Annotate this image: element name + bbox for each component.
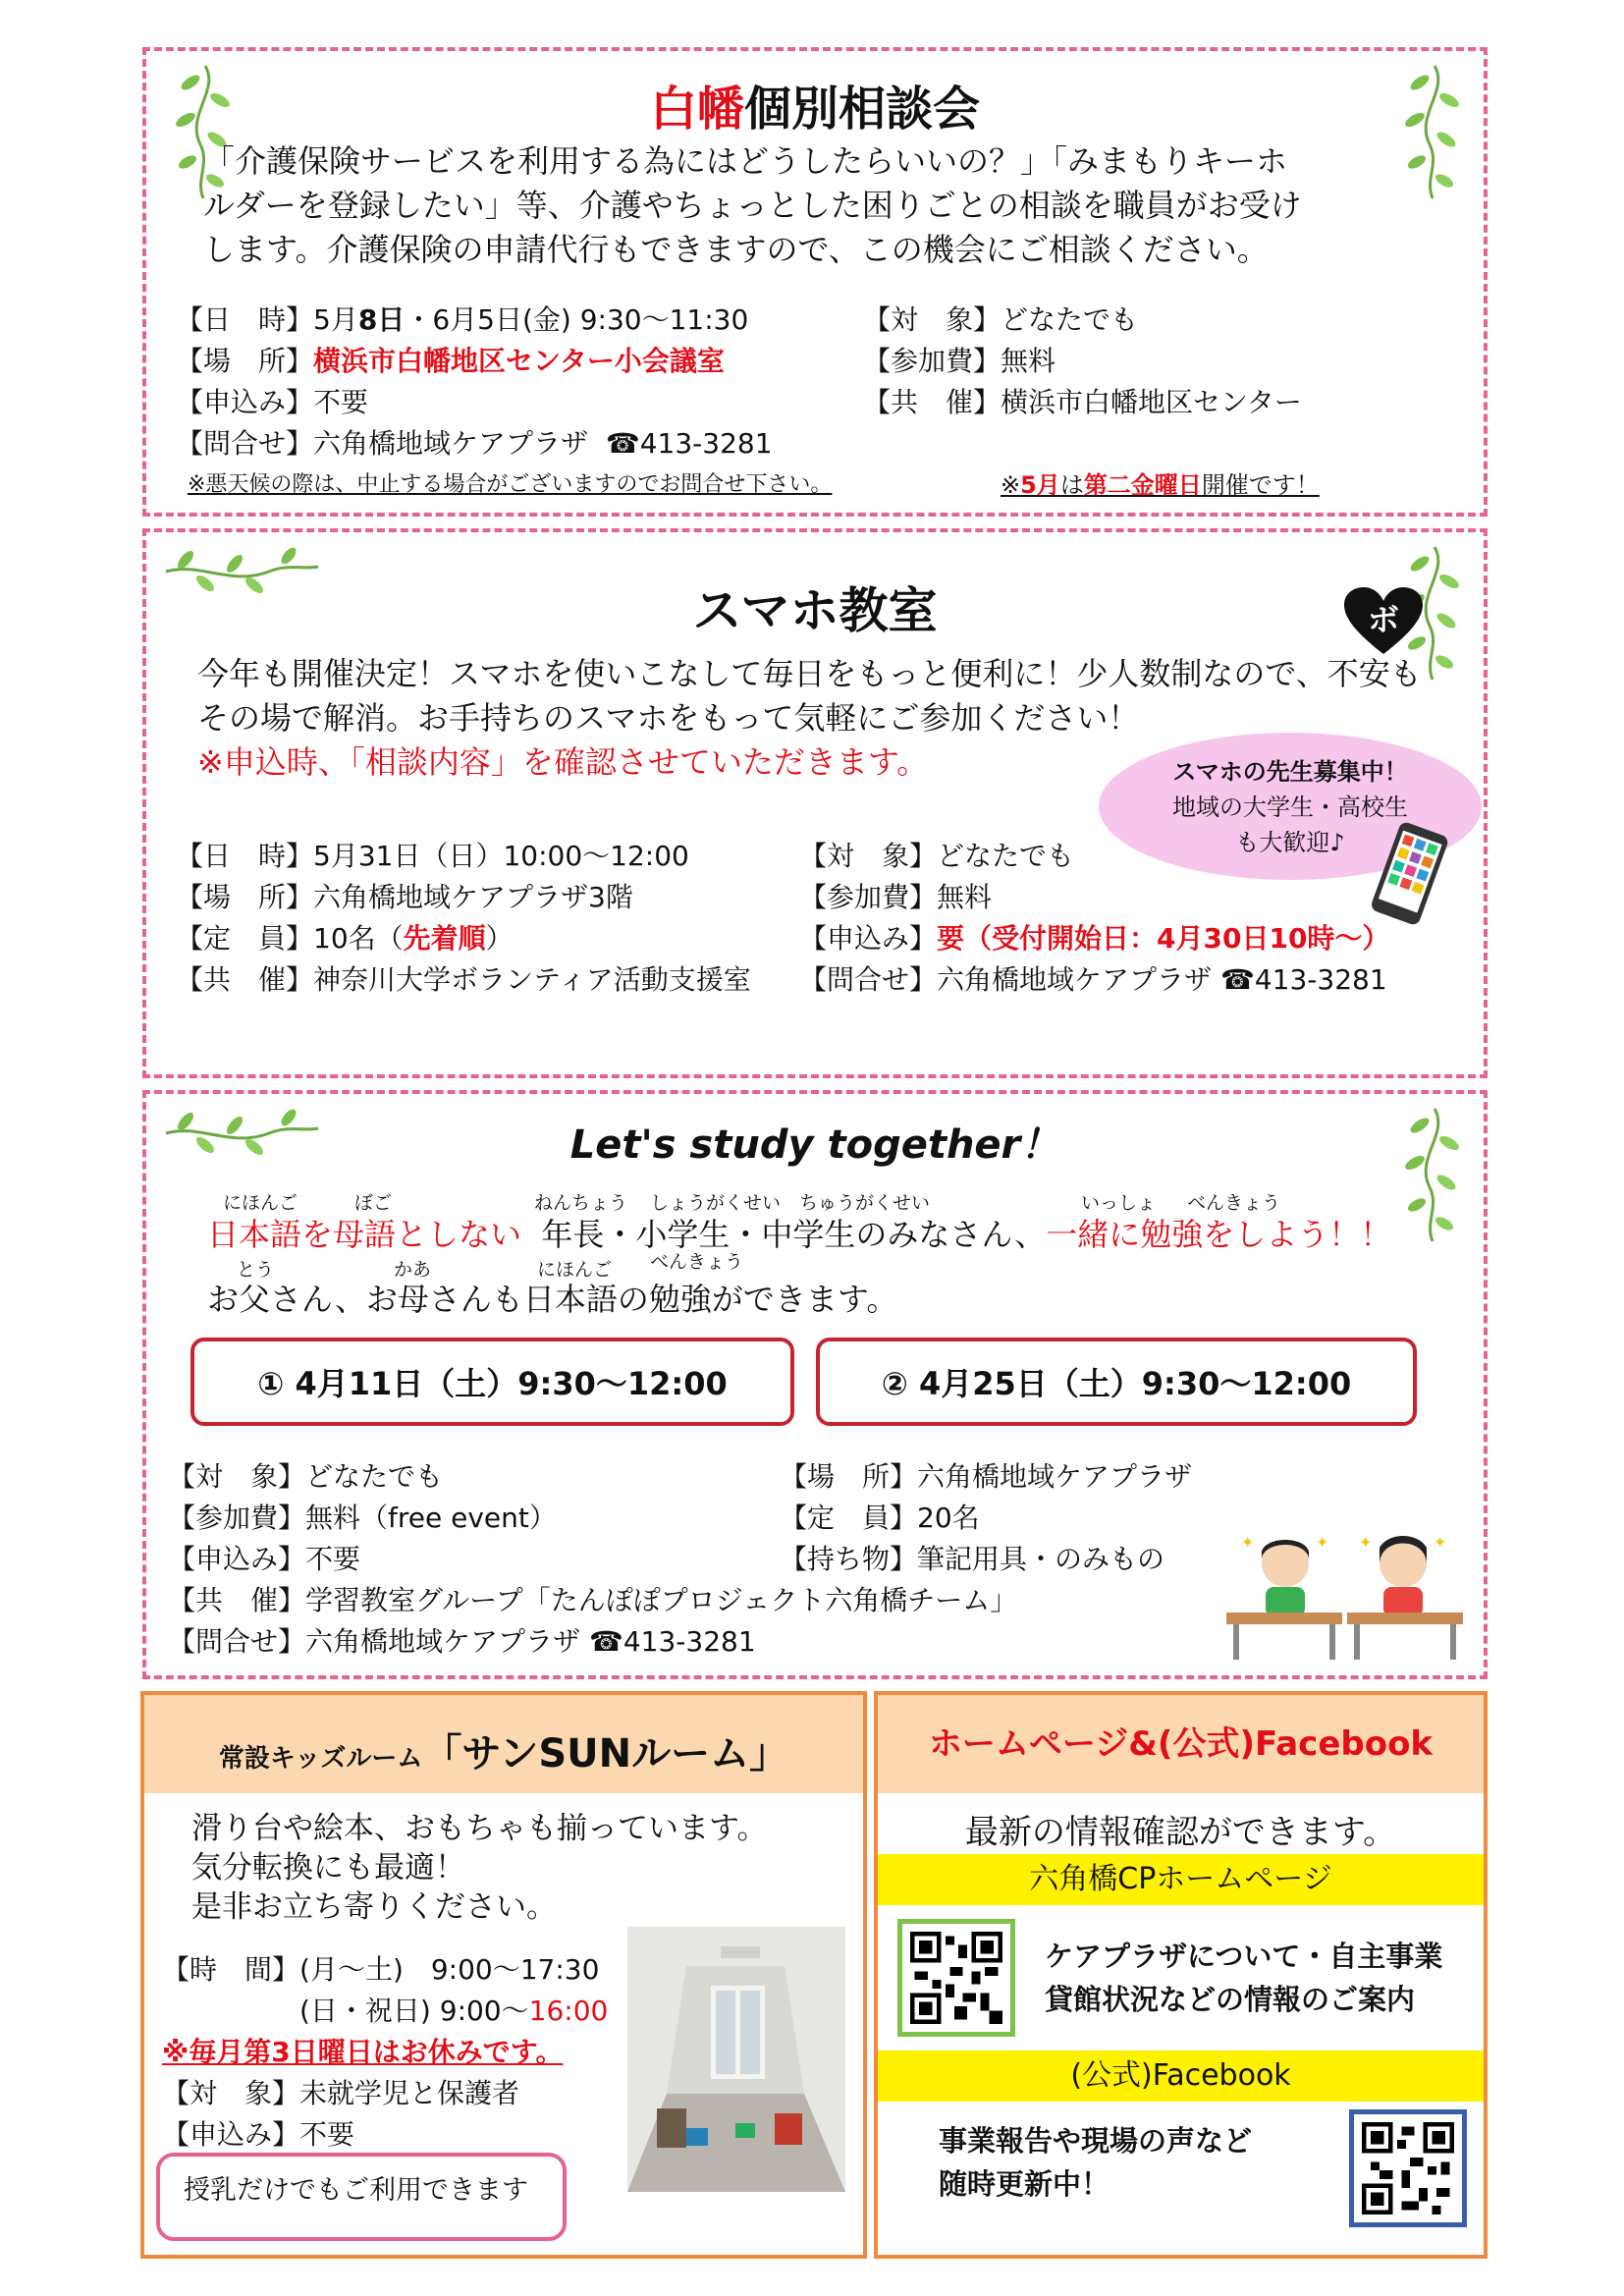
svg-text:✦: ✦ — [1359, 1533, 1373, 1552]
desc-line: ルダーを登録したい」等、介護やちょっとした困りごとの相談を職員がお受け — [203, 187, 1302, 224]
kids-room-photo — [627, 1927, 845, 2192]
phone-icon: ☎ — [588, 1625, 623, 1658]
place-row: 【場 所】横浜市白幡地区センター小会議室 — [176, 345, 725, 377]
study-line-1: 日本語を母語としない 年長・小学生・中学生のみなさん、一緒に勉強をしよう！！ — [207, 1216, 1392, 1253]
kids-room-header: 常設キッズルーム「サンSUNルーム」 — [144, 1695, 863, 1793]
date-row: 【日 時】5月8日・6月5日(金) 9:30～11:30 — [176, 303, 749, 336]
svg-text:✦: ✦ — [1241, 1533, 1255, 1552]
host-row: 【共 催】横浜市白幡地区センター — [863, 386, 1302, 418]
links-header: ホームページ&(公式)Facebook — [878, 1695, 1484, 1793]
capacity-row: 【定 員】10名（先着順） — [176, 922, 514, 955]
title-rest-part: 個別相談会 — [744, 82, 981, 137]
contact-row: 【問合せ】六角橋地域ケアプラザ ☎413-3281 — [176, 427, 773, 460]
apply-row: 【申込み】不要 — [168, 1543, 361, 1575]
study-title: Let's study together！ — [569, 1122, 1060, 1168]
weather-note: ※悪天候の際は、中止する場合がございますのでお問合せ下さい。 — [188, 472, 833, 497]
target-row: 【対 象】どなたでも — [863, 303, 1139, 336]
phone-icon: ☎ — [1219, 963, 1255, 996]
study-line-2: お父さん、お母さんも日本語の勉強ができます。 — [207, 1281, 898, 1318]
facebook-band: (公式)Facebook — [878, 2050, 1484, 2102]
nursing-note-box: 授乳だけでもご利用できます — [156, 2153, 567, 2241]
homepage-description: ケアプラザについて・自主事業 貸館状況などの情報のご案内 — [1045, 1940, 1443, 2016]
fee-row: 【参加費】無料 — [799, 881, 993, 913]
heart-badge-icon — [1344, 587, 1423, 656]
fee-row: 【参加費】無料（free event） — [168, 1502, 557, 1534]
desc-line: 「介護保険サービスを利用する為にはどうしたらいいの？」「みまもりキーホ — [203, 142, 1288, 180]
second-friday-note: ※5月は第二金曜日開催です！ — [1001, 471, 1320, 499]
section-links — [874, 1691, 1488, 2259]
smartphone-title: スマホ教室 — [692, 582, 938, 639]
contact-row: 【問合せ】六角橋地域ケアプラザ ☎413-3281 — [168, 1625, 756, 1658]
place-row: 【場 所】六角橋地域ケアプラザ3階 — [176, 881, 633, 913]
desc-line: します。介護保険の申請代行もできますので、この機会にご相談ください。 — [203, 231, 1269, 268]
section-study: Let's study together！ にほんご ぼご ねんちょう しょうがくせい ちゅうがくせい いっしょ べんきょう 日本語を母語としない 年長・小学生・中学生のみなさん、一緒に勉強をしよう！！ とう かあ にほんご べんきょう お父さん、お母さんも日本語の勉強ができます。 ① 4月11日（土）9:30～12:00 ② 4月25日（土）9:30～12:00 【対 象】どなたでも 【参加費】無料（free event） 【申込み】不要 【共 催】学習教室グループ「たんぽぽプロジェクト六角橋チーム」 【問合せ】六角橋地域ケアプラザ ☎413-3281 【場 所】六角橋地域ケアプラザ 【定 員】20名 【持ち物】筆記用具・のみもの ✦ ✦ ✦ ✦ — [142, 1090, 1488, 1679]
apply-row: 【申込み】不要 — [176, 386, 369, 418]
apply-row: 【申込み】要（受付開始日：4月30日10時～） — [799, 922, 1390, 955]
links-subtitle: 最新の情報確認ができます。 — [964, 1813, 1397, 1852]
homepage-band: 六角橋CPホームページ — [878, 1854, 1484, 1905]
facebook-description: 事業報告や現場の声など 随時更新中！ — [939, 2124, 1253, 2201]
date-box-1: ① 4月11日（土）9:30～12:00 — [190, 1338, 794, 1426]
target-row: 【対 象】未就学児と保護者 — [162, 2077, 520, 2109]
date-row: 【日 時】5月31日（日）10:00～12:00 — [176, 840, 689, 872]
host-row: 【共 催】学習教室グループ「たんぽぽプロジェクト六角橋チーム」 — [168, 1584, 1018, 1616]
target-row: 【対 象】どなたでも — [168, 1460, 444, 1493]
teacher-recruit-bubble: スマホの先生募集中！ 地域の大学生・高校生 も大歓迎♪ — [1099, 733, 1482, 880]
closed-note: ※毎月第3日曜日はお休みです。 — [162, 2036, 564, 2068]
svg-text:✦: ✦ — [1316, 1533, 1329, 1552]
homepage-qr-code[interactable] — [897, 1919, 1015, 2037]
svg-text:✦: ✦ — [1434, 1533, 1447, 1552]
section-consultation — [142, 47, 1488, 517]
hours-row-2: (日・祝日) 9:00～16:00 — [299, 1995, 609, 2027]
apply-row: 【申込み】不要 — [162, 2118, 355, 2151]
section-smartphone — [142, 528, 1488, 1078]
fee-row: 【参加費】無料 — [863, 345, 1056, 377]
hours-row-1: 【時 間】(月～土) 9:00～17:30 — [162, 1953, 600, 1986]
target-row: 【対 象】どなたでも — [799, 840, 1075, 872]
consultation-title — [146, 71, 1484, 138]
heart-text: ボ — [1367, 601, 1399, 638]
title-red-part: 白幡 — [649, 82, 744, 137]
capacity-row: 【定 員】20名 — [780, 1502, 980, 1534]
place-row: 【場 所】六角橋地域ケアプラザ — [780, 1460, 1193, 1493]
smartphone-icon — [1364, 821, 1452, 929]
host-row: 【共 催】神奈川大学ボランティア活動支援室 — [176, 963, 751, 996]
consultation-description — [203, 139, 1460, 272]
contact-row: 【問合せ】六角橋地域ケアプラザ ☎413-3281 — [799, 963, 1387, 996]
smartphone-description: 今年も開催決定！スマホを使いこなして毎日をもっと便利に！少人数制なので、不安も その場で解消。お手持ちのスマホをもって気軽にご参加ください！ ※申込時、「相談内容」を確認させていただきます。 — [197, 655, 1422, 781]
date-box-2: ② 4月25日（土）9:30～12:00 — [816, 1338, 1417, 1426]
facebook-qr-code[interactable] — [1349, 2109, 1467, 2227]
phone-icon: ☎ — [605, 427, 640, 460]
section-kids-room — [140, 1691, 867, 2259]
kids-room-description: 滑り台や絵本、おもちゃも揃っています。 気分転換にも最適！ 是非お立ち寄りください。 — [191, 1811, 768, 1925]
students-illustration — [1221, 1526, 1477, 1664]
bring-row: 【持ち物】筆記用具・のみもの — [780, 1543, 1165, 1575]
